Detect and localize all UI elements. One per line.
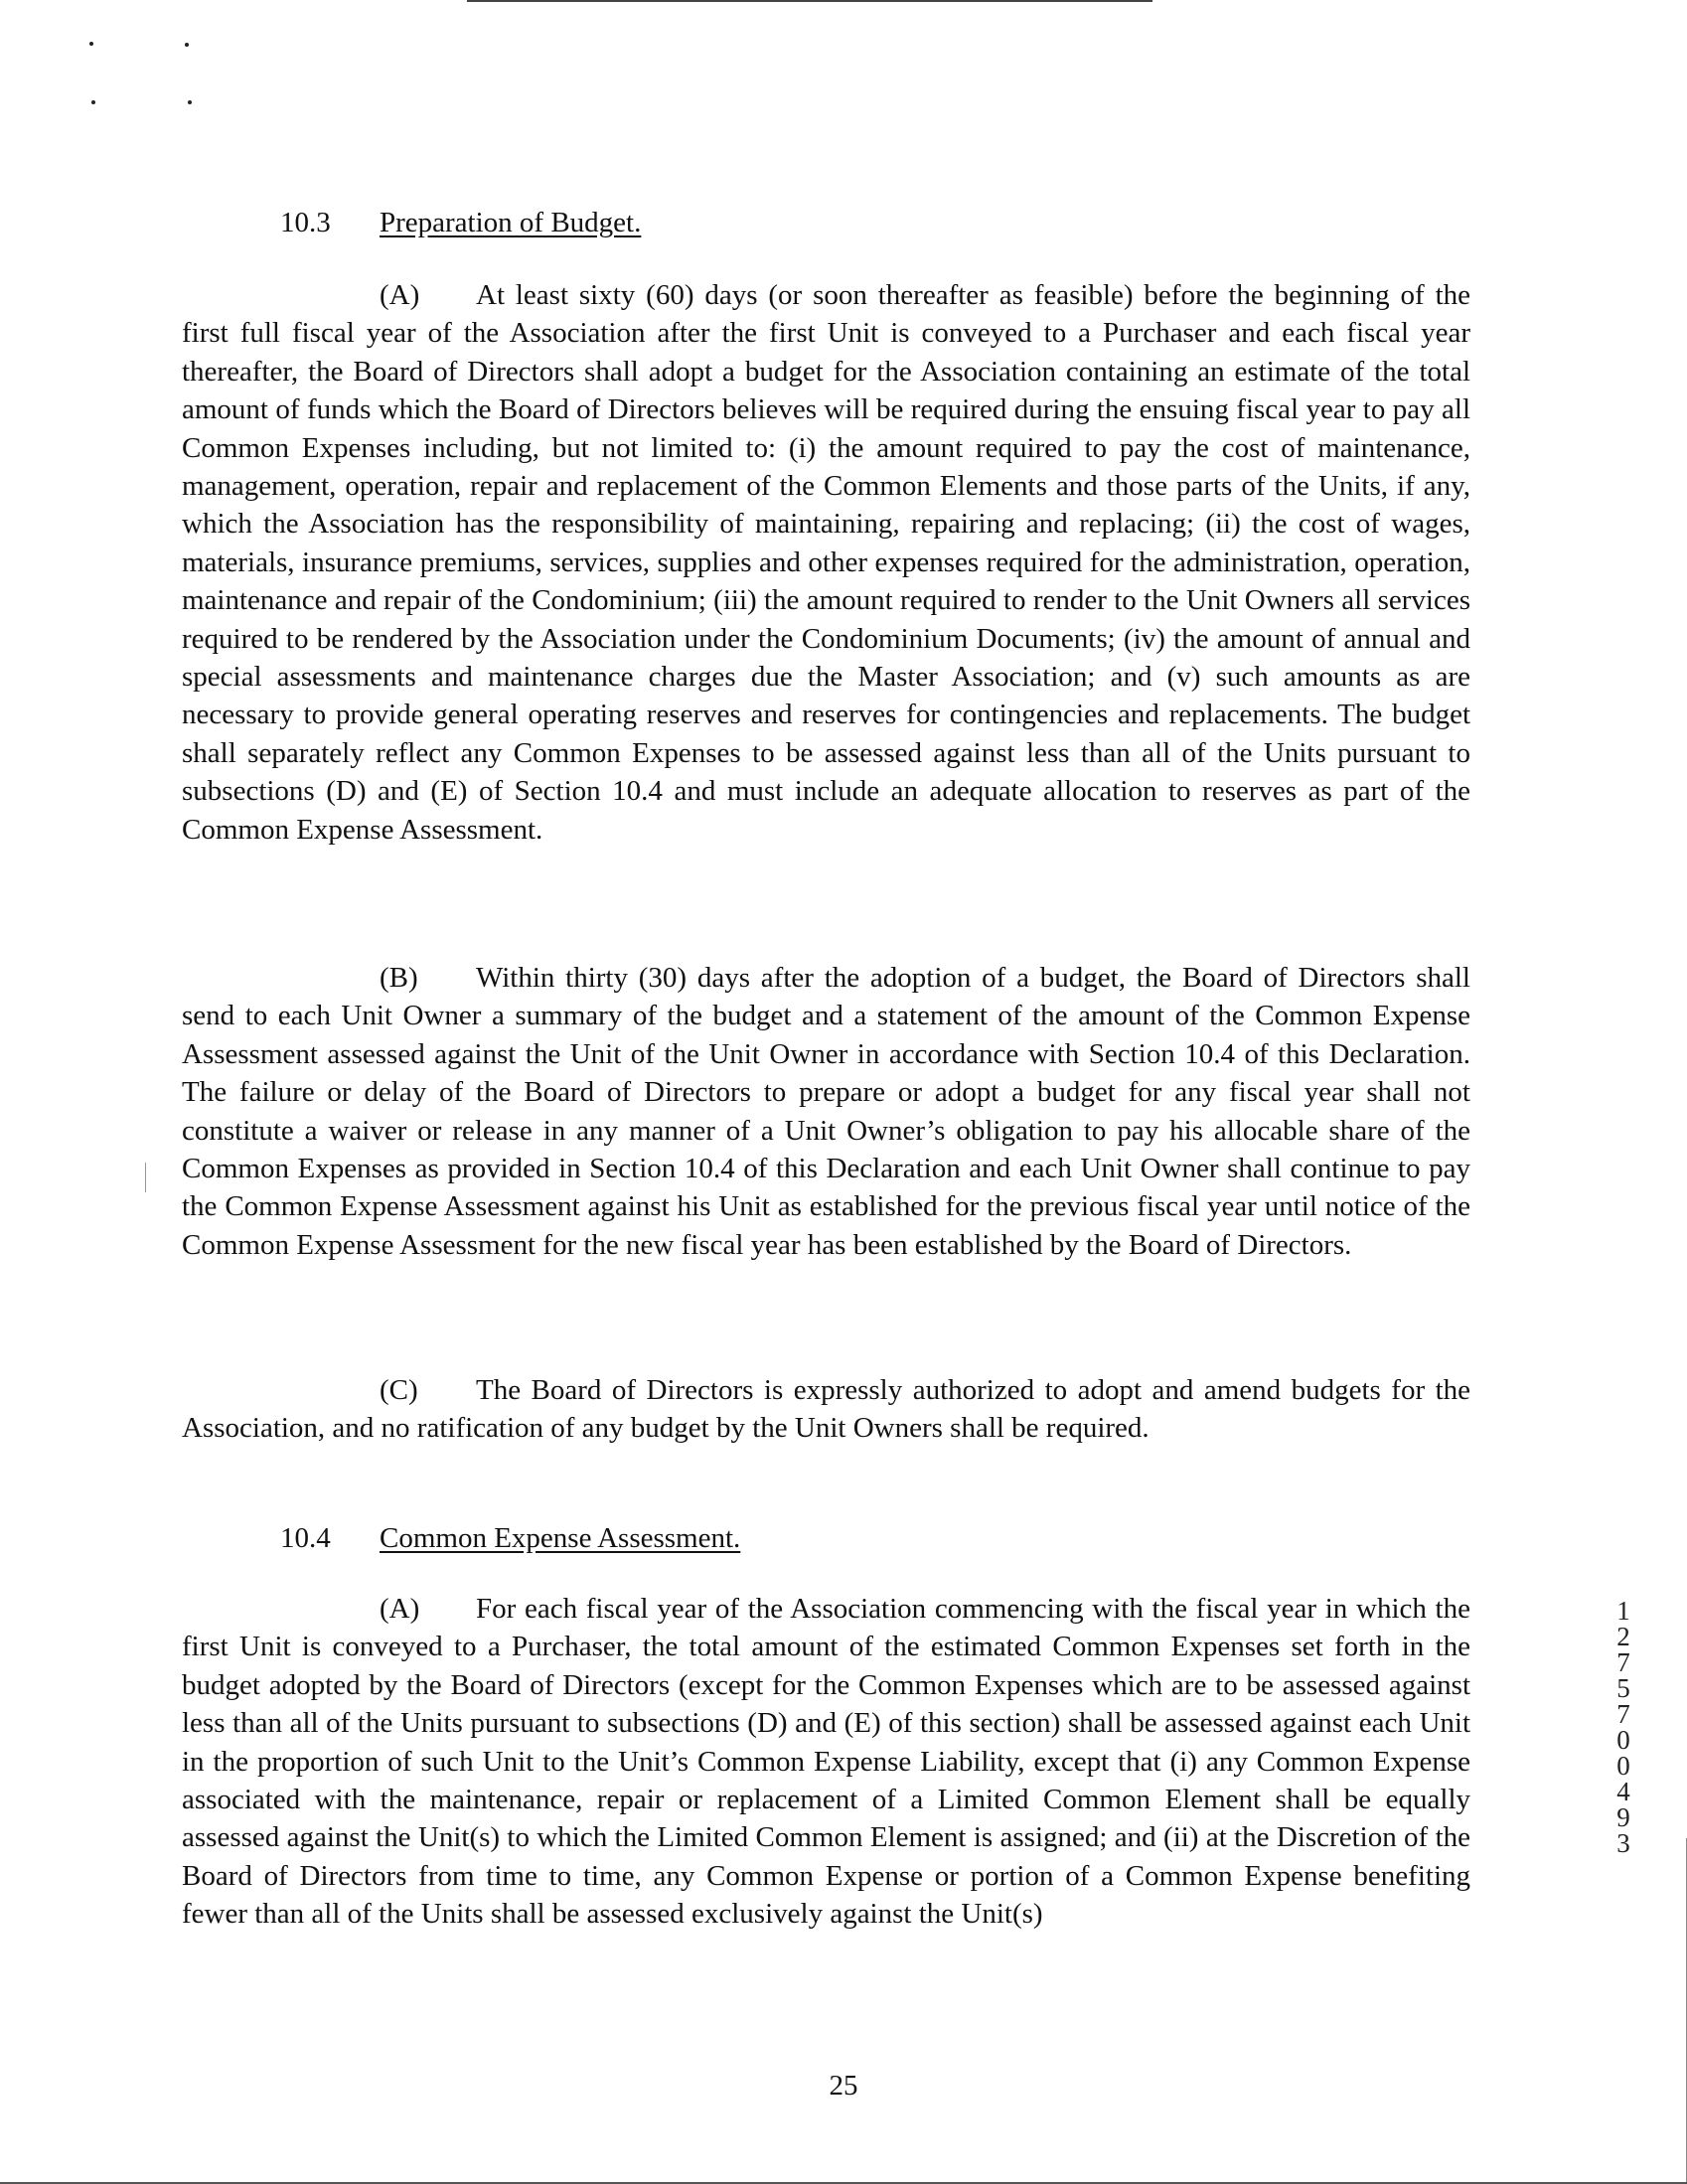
scan-mark-left [145, 1163, 146, 1192]
scan-speck [91, 100, 95, 104]
paragraph-10-3-a [182, 276, 1470, 849]
scan-edge-top [467, 0, 1152, 2]
section-title: Common Expense Assessment. [380, 1522, 741, 1554]
paragraph-label: (B) [380, 962, 418, 994]
paragraph-text: At least sixty (60) days (or soon thereafter as feasible) before the beginning of the first full fiscal year of the Association after the first Unit is conveyed to a Purchaser and each fiscal year thereafter, the Board of Directors shall adopt a budget for the Association containing an estimate of the total amount of funds which the Board of Directors believes will be required during the ensuing fiscal year to pay all Common Expenses including, but not limited to: (i) the amount required to pay the cost of maintenance, management, operation, repair and replacement of the Common Elements and those parts of the Units, if any, which the Association has the responsibility of maintaining, repairing and replacing; (ii) the cost of wages, materials, insurance premiums, services, supplies and other expenses required for the administration, operation, maintenance and repair of the Condominium; (iii) the amount required to render to the Unit Owners all services required to be rendered by the Association under the Condominium Documents; (iv) the amount of annual and special assessments and maintenance charges due the Master Association; and (v) such amounts as are necessary to provide general operating reserves and reserves for contingencies and replacements. The budget shall separately reflect any Common Expenses to be assessed against less than all of the Units pursuant to subsections (D) and (E) of Section 10.4 and must include an adequate allocation to reserves as part of the Common Expense Assessment. [182, 279, 1470, 846]
paragraph-text: Within thirty (30) days after the adoption of a budget, the Board of Directors shall send to each Unit Owner a summary of the budget and a statement of the amount of the Common Expense Assessment assessed against the Unit of the Unit Owner in accordance with Section 10.4 of this Declaration. The failure or delay of the Board of Directors to prepare or adopt a budget for any fiscal year shall not constitute a waiver or release in any manner of a Unit Owner’s obligation to pay his allocable share of the Common Expenses as provided in Section 10.4 of this Declaration and each Unit Owner shall continue to pay the Common Expense Assessment against his Unit as established for the previous fiscal year until notice of the Common Expense Assessment for the new fiscal year has been established by the Board of Directors. [182, 962, 1470, 1261]
section-heading-10-3 [280, 204, 641, 241]
page-number: 25 [829, 2070, 858, 2102]
paragraph-label: (A) [380, 1593, 420, 1625]
scan-speck [89, 42, 93, 46]
recording-stamp: 12757 00493 [1616, 1596, 1630, 1858]
section-number: 10.3 [280, 207, 331, 238]
paragraph-10-3-b [182, 959, 1470, 1264]
paragraph-text: The Board of Directors is expressly authorized to adopt and amend budgets for the Association, and no ratification of any budget by the Unit Owners shall be required. [182, 1374, 1470, 1445]
paragraph-10-4-a [182, 1590, 1470, 1934]
paragraph-label: (A) [380, 279, 420, 311]
section-heading-10-4 [280, 1519, 740, 1557]
scan-speck [188, 100, 192, 104]
paragraph-label: (C) [380, 1374, 418, 1406]
paragraph-10-3-c [182, 1371, 1470, 1448]
section-number: 10.4 [280, 1522, 331, 1554]
scan-speck [185, 43, 189, 47]
section-title: Preparation of Budget. [380, 207, 642, 238]
paragraph-text: For each fiscal year of the Association commencing with the fiscal year in which the first Unit is conveyed to a Purchaser, the total amount of the estimated Common Expenses set forth in the budget adopted by the Board of Directors (except for the Common Expenses which are to be assessed against less than all of the Units pursuant to subsections (D) and (E) of this section) shall be assessed against each Unit in the proportion of such Unit to the Unit’s Common Expense Liability, except that (i) any Common Expense associated with the maintenance, repair or replacement of a Limited Common Element shall be equally assessed against the Unit(s) to which the Limited Common Element is assigned; and (ii) at the Discretion of the Board of Directors from time to time, any Common Expense or portion of a Common Expense benefiting fewer than all of the Units shall be assessed exclusively against the Unit(s) [182, 1593, 1470, 1931]
